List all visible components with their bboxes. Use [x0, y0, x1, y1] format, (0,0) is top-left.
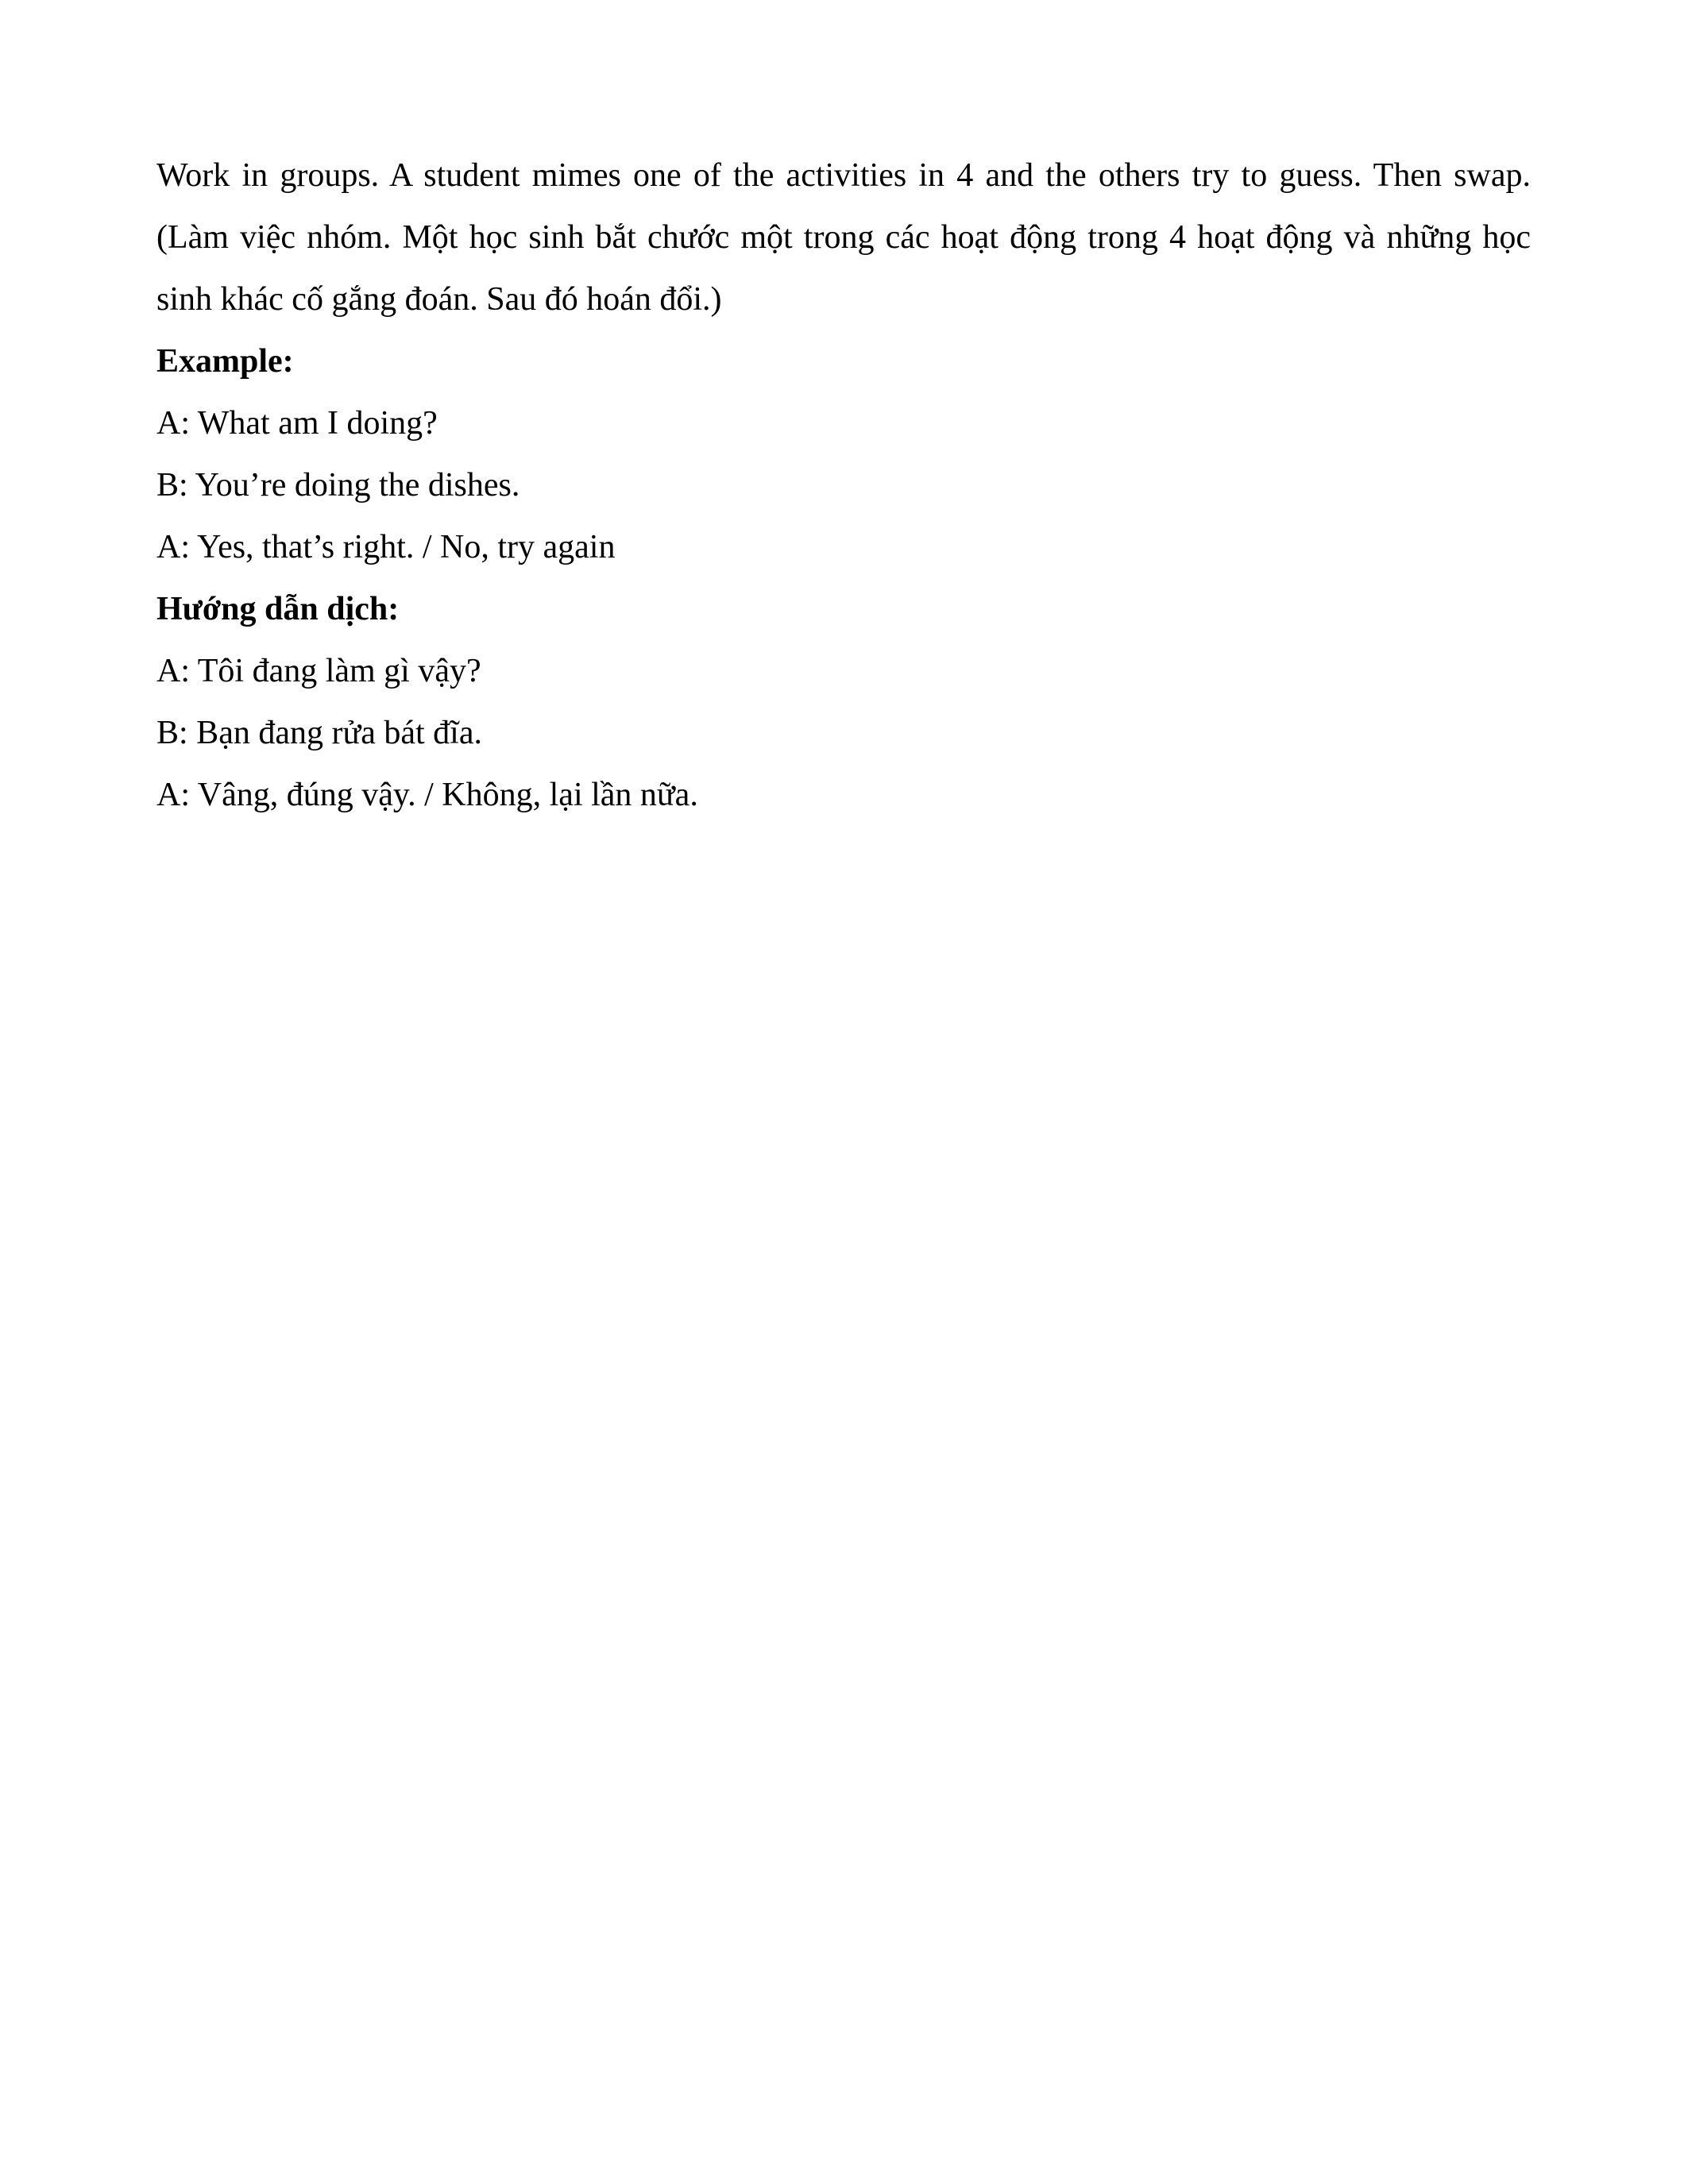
translation-line-1: A: Tôi đang làm gì vậy? — [156, 653, 481, 689]
document-body — [156, 145, 1531, 826]
intro-paragraph: Work in groups. A student mimes one of the activities in 4 and the others try to guess. Then swap. (Làm việc nhóm. Một học sinh bắt chước một trong các hoạt động trong 4 hoạt động và những học sinh khác cố gắng đoán. Sau đó hoán đổi.) — [156, 157, 1531, 318]
example-heading: Example: — [156, 343, 294, 380]
example-line-1: A: What am I doing? — [156, 405, 438, 442]
translation-heading: Hướng dẫn dịch: — [156, 591, 400, 627]
translation-line-2: B: Bạn đang rửa bát đĩa. — [156, 715, 482, 751]
example-line-3: A: Yes, that’s right. / No, try again — [156, 529, 616, 565]
translation-line-3: A: Vâng, đúng vậy. / Không, lại lần nữa. — [156, 777, 698, 813]
example-line-2: B: You’re doing the dishes. — [156, 467, 520, 504]
